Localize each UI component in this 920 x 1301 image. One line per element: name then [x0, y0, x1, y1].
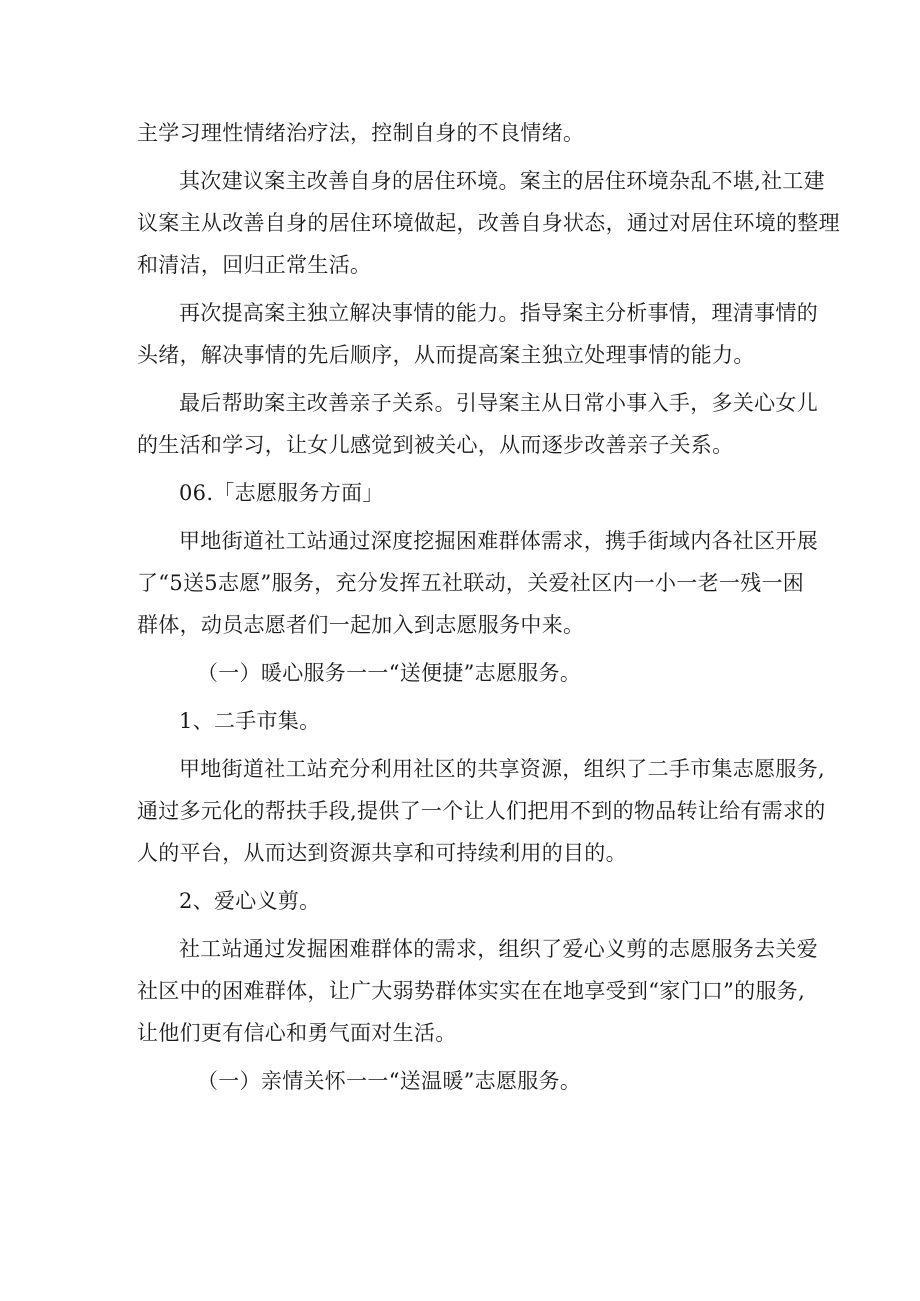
text-line: 主学习理性情绪治疗法，控制自身的不良情绪。 — [137, 121, 585, 145]
paragraph-parent-child — [137, 382, 818, 466]
text-line: （一）亲情关怀一一“送温暖”志愿服务。 — [197, 1069, 582, 1093]
text-line: 的生活和学习，让女儿感觉到被关心，从而逐步改善亲子关系。 — [137, 433, 734, 457]
text-line: 甲地街道社工站通过深度挖掘困难群体需求，携手街域内各社区开展 — [179, 529, 818, 553]
text-line: 议案主从改善自身的居住环境做起，改善自身状态，通过对居住环境的整理 — [137, 211, 840, 235]
item-heading-haircut — [137, 880, 787, 922]
text-line: 06.「志愿服务方面」 — [179, 481, 384, 505]
text-line: 和清洁，回归正常生活。 — [137, 253, 372, 277]
document-body — [137, 112, 840, 1108]
text-line: 最后帮助案主改善亲子关系。引导案主从日常小事入手，多关心女儿 — [179, 391, 818, 415]
text-line: 人的平台，从而达到资源共享和可持续利用的目的。 — [137, 841, 627, 865]
text-line: 社工站通过发掘困难群体的需求，组织了爱心义剪的志愿服务去关爱 — [179, 937, 818, 961]
paragraph-living-environment — [137, 160, 840, 286]
paragraph-continuation — [137, 112, 787, 154]
paragraph-haircut — [137, 928, 818, 1054]
text-line: 其次建议案主改善自身的居住环境。案主的居住环境杂乱不堪,社工建 — [179, 169, 825, 193]
paragraph-second-hand-market — [137, 748, 826, 874]
text-line: 再次提高案主独立解决事情的能力。指导案主分析事情，理清事情的 — [179, 301, 818, 325]
paragraph-volunteer-intro — [137, 520, 818, 646]
text-line: 群体，动员志愿者们一起加入到志愿服务中来。 — [137, 613, 585, 637]
text-line: 通过多元化的帮扶手段,提供了一个让人们把用不到的物品转让给有需求的 — [137, 799, 826, 823]
text-line: 社区中的困难群体，让广大弱势群体实实在在地享受到“家门口”的服务, — [137, 979, 806, 1003]
text-line: 头绪，解决事情的先后顺序，从而提高案主独立处理事情的能力。 — [137, 343, 755, 367]
subheading-family-care — [137, 1060, 787, 1102]
text-line: 让他们更有信心和勇气面对生活。 — [137, 1021, 457, 1045]
text-line: 了“5送5志愿”服务，充分发挥五社联动，关爱社区内一小一老一残一困 — [137, 571, 805, 595]
subheading-warm-service — [137, 652, 787, 694]
text-line: 1、二手市集。 — [179, 709, 321, 733]
section-heading-volunteer — [137, 472, 787, 514]
text-line: 2、爱心义剪。 — [179, 889, 321, 913]
text-line: 甲地街道社工站充分利用社区的共享资源，组织了二手市集志愿服务, — [179, 757, 825, 781]
paragraph-independent-ability — [137, 292, 818, 376]
item-heading-second-hand-market — [137, 700, 787, 742]
text-line: （一）暖心服务一一“送便捷”志愿服务。 — [197, 661, 582, 685]
